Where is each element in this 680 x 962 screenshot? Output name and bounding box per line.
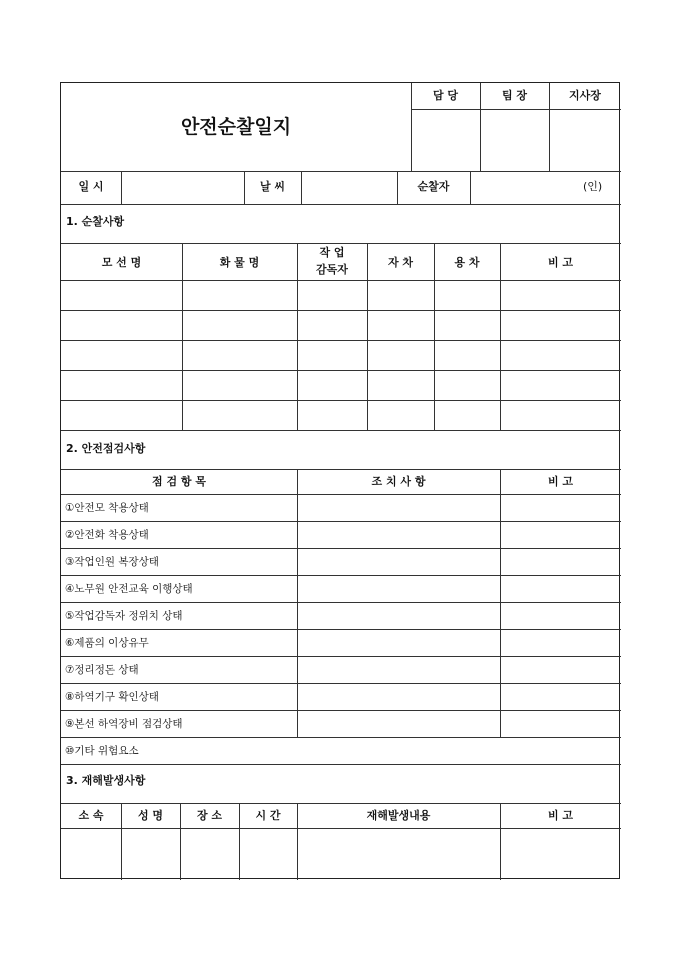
- weather-field[interactable]: [302, 172, 397, 204]
- approval-label-branch-head: 지사장: [569, 89, 601, 102]
- row-line: [61, 803, 621, 804]
- row-line: [61, 494, 621, 495]
- col-header-cargo-name: 화 물 명: [219, 256, 260, 269]
- col-line: [297, 469, 298, 737]
- row-line: [61, 430, 621, 431]
- check-item: ⑦정리정돈 상태: [65, 664, 139, 676]
- section2-heading: 2. 안전점검사항: [66, 442, 146, 455]
- patroller-label: 순찰자: [417, 180, 450, 193]
- row-line: [61, 521, 621, 522]
- col-header-hired-vehicle: 용 차: [454, 256, 480, 269]
- form-title: 안전순찰일지: [180, 116, 292, 138]
- row-line: [61, 764, 621, 765]
- row-line: [61, 310, 621, 311]
- row-line: [61, 204, 621, 205]
- col-header-name: 성 명: [137, 809, 164, 822]
- row-line: [61, 575, 621, 576]
- row-line: [61, 656, 621, 657]
- row-line: [61, 370, 621, 371]
- row-line: [61, 340, 621, 341]
- check-item: ⑥제품의 이상유무: [65, 637, 149, 649]
- row-line: [61, 400, 621, 401]
- date-field[interactable]: [122, 172, 243, 204]
- col-header-vessel-name: 모 선 명: [101, 256, 142, 269]
- col-line: [500, 243, 501, 430]
- col-header-check-item: 점 검 항 목: [152, 475, 206, 488]
- row-line: [61, 828, 621, 829]
- col-header-place: 장 소: [196, 809, 223, 822]
- check-item: ③작업인원 복장상태: [65, 556, 159, 568]
- col-header-affiliation: 소 속: [78, 809, 104, 822]
- col-line: [500, 469, 501, 737]
- row-line: [61, 548, 621, 549]
- col-header-time: 시 간: [255, 809, 281, 822]
- check-item: ④노무원 안전교육 이행상태: [65, 583, 193, 595]
- col-header-action-taken: 조 치 사 항: [371, 475, 426, 488]
- check-item: ⑤작업감독자 정위치 상태: [65, 610, 183, 622]
- col-header-supervisor: 감독자: [316, 263, 348, 276]
- col-header-work: 작 업: [319, 246, 345, 259]
- approval-label-manager: 담 당: [432, 89, 459, 102]
- weather-label: 날 씨: [259, 180, 286, 193]
- section1-heading: 1. 순찰사항: [66, 215, 125, 228]
- date-label: 일 시: [78, 180, 104, 193]
- col-header-own-vehicle: 자 차: [387, 256, 414, 269]
- col-line: [182, 243, 183, 430]
- row-line: [61, 737, 621, 738]
- approval-signature-box-manager[interactable]: [412, 110, 480, 171]
- col-header-remarks: 비 고: [547, 256, 574, 269]
- row-line: [61, 683, 621, 684]
- col-header-remarks: 비 고: [547, 475, 574, 488]
- row-line: [61, 469, 621, 470]
- row-line: [61, 243, 621, 244]
- row-line: [61, 280, 621, 281]
- approval-label-team-leader: 팀 장: [501, 89, 528, 102]
- seal-mark: (인): [583, 180, 603, 193]
- col-header-accident-details: 재해발생내용: [366, 809, 431, 822]
- row-line: [61, 710, 621, 711]
- row-line: [61, 602, 621, 603]
- col-header-remarks: 비 고: [547, 809, 574, 822]
- safety-patrol-form: [60, 82, 620, 879]
- check-item: ⑨본선 하역장비 점검상태: [65, 718, 183, 730]
- check-item: ①안전모 착용상태: [65, 502, 149, 514]
- check-item: ②안전화 착용상태: [65, 529, 149, 541]
- check-item: ⑩기타 위험요소: [65, 745, 139, 757]
- section3-heading: 3. 재해발생사항: [66, 774, 146, 787]
- approval-signature-box-team-leader[interactable]: [481, 110, 549, 171]
- col-line: [367, 243, 368, 430]
- col-line: [434, 243, 435, 430]
- check-item: ⑧하역기구 확인상태: [65, 691, 159, 703]
- approval-signature-box-branch-head[interactable]: [550, 110, 620, 171]
- row-line: [61, 629, 621, 630]
